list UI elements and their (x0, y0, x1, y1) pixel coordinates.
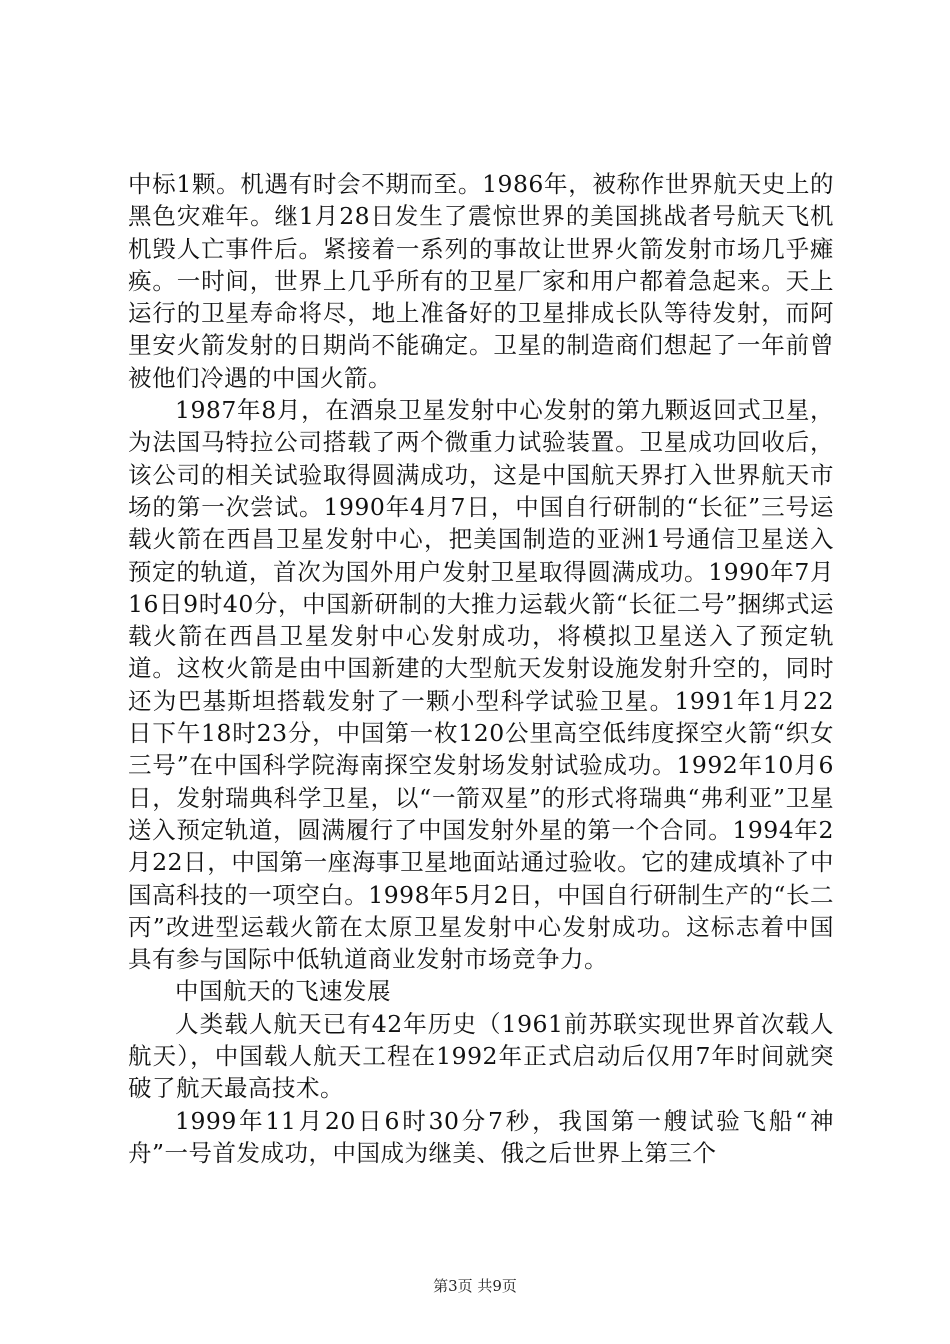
page-footer: 第3页 共9页 (433, 1277, 517, 1295)
paragraph-3: 人类载人航天已有42年历史（1961前苏联实现世界首次载人航天），中国载人航天工程在1992年正式启动后仅用7年时间就突破了航天最高技术。 (128, 1009, 834, 1103)
section-heading: 中国航天的飞速发展 (175, 977, 391, 1006)
paragraph-4: 1999年11月20日6时30分7秒，我国第一艘试验飞船“神舟”一号首发成功，中国成为继美、俄之后世界上第三个 (128, 1106, 834, 1167)
document-body (128, 168, 834, 1169)
paragraph-2: 1987年8月，在酒泉卫星发射中心发射的第九颗返回式卫星，为法国马特拉公司搭载了两个微重力试验装置。卫星成功回收后，该公司的相关试验取得圆满成功，这是中国航天界打入世界航天市场的第一次尝试。1990年4月7日，中国自行研制的“长征”三号运载火箭在西昌卫星发射中心，把美国制造的亚洲1号通信卫星送入预定的轨道，首次为国外用户发射卫星取得圆满成功。1990年7月16日9时40分，中国新研制的大推力运载火箭“长征二号”捆绑式运载火箭在西昌卫星发射中心发射成功，将模拟卫星送入了预定轨道。这枚火箭是由中国新建的大型航天发射设施发射升空的，同时还为巴基斯坦搭载发射了一颗小型科学试验卫星。1991年1月22日下午18时23分，中国第一枚120公里高空低纬度探空火箭“织女三号”在中国科学院海南探空发射场发射试验成功。1992年10月6日，发射瑞典科学卫星，以“一箭双星”的形式将瑞典“弗利亚”卫星送入预定轨道，圆满履行了中国发射外星的第一个合同。1994年2月22日，中国第一座海事卫星地面站通过验收。它的建成填补了中国高科技的一项空白。1998年5月2日，中国自行研制生产的“长二丙”改进型运载火箭在太原卫星发射中心发射成功。这标志着中国具有参与国际中低轨道商业发射市场竞争力。 (128, 396, 834, 974)
paragraph-1: 中标1颗。机遇有时会不期而至。1986年，被称作世界航天史上的黑色灾难年。继1月28日发生了震惊世界的美国挑战者号航天飞机机毁人亡事件后。紧接着一系列的事故让世界火箭发射市场几乎瘫痪。一时间，世界上几乎所有的卫星厂家和用户都着急起来。天上运行的卫星寿命将尽，地上准备好的卫星排成长队等待发射，而阿里安火箭发射的日期尚不能确定。卫星的制造商们想起了一年前曾被他们冷遇的中国火箭。 (128, 170, 834, 392)
